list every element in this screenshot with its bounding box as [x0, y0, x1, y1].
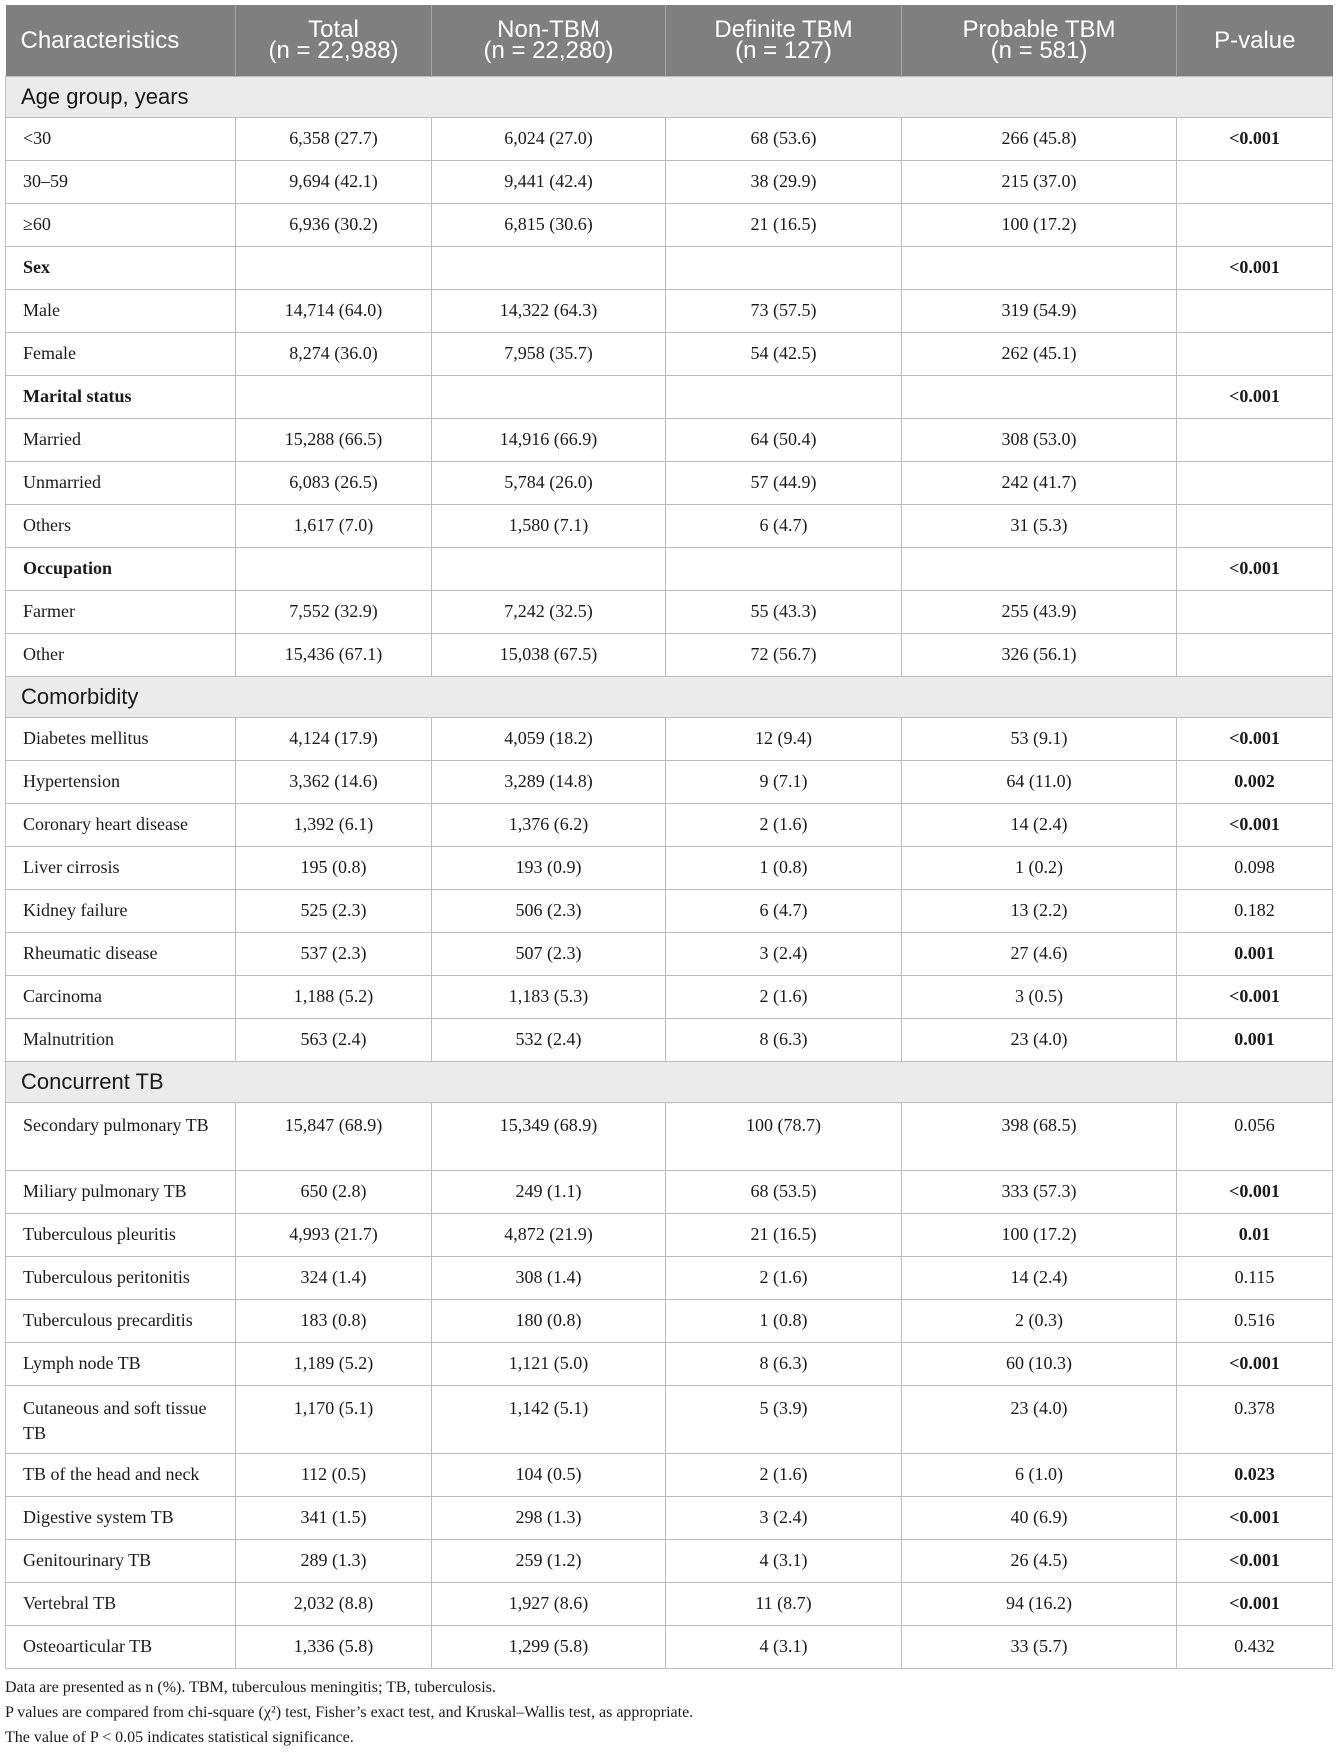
probable-tbm-cell: 319 (54.9)	[902, 289, 1177, 332]
non-tbm-cell: 180 (0.8)	[432, 1299, 666, 1342]
total-cell: 6,358 (27.7)	[236, 117, 432, 160]
definite-tbm-cell: 8 (6.3)	[666, 1018, 902, 1061]
header-probable-tbm	[902, 5, 1177, 76]
non-tbm-cell: 7,958 (35.7)	[432, 332, 666, 375]
p-value-cell: 0.098	[1177, 846, 1333, 889]
definite-tbm-cell: 4 (3.1)	[666, 1539, 902, 1582]
table-row	[6, 332, 1333, 375]
total-cell: 8,274 (36.0)	[236, 332, 432, 375]
probable-tbm-cell: 6 (1.0)	[902, 1453, 1177, 1496]
non-tbm-cell: 14,322 (64.3)	[432, 289, 666, 332]
non-tbm-cell: 15,038 (67.5)	[432, 633, 666, 676]
row-label: Female	[6, 332, 236, 375]
p-value-cell	[1177, 332, 1333, 375]
probable-tbm-cell: 308 (53.0)	[902, 418, 1177, 461]
probable-tbm-cell: 3 (0.5)	[902, 975, 1177, 1018]
p-value-cell: 0.001	[1177, 932, 1333, 975]
p-value-cell: 0.432	[1177, 1625, 1333, 1668]
p-value-cell	[1177, 633, 1333, 676]
total-cell: 112 (0.5)	[236, 1453, 432, 1496]
total-cell	[236, 246, 432, 289]
total-cell: 15,288 (66.5)	[236, 418, 432, 461]
header-definite-tbm-n: (n = 127)	[735, 37, 832, 65]
definite-tbm-cell: 68 (53.5)	[666, 1170, 902, 1213]
table-row	[6, 1299, 1333, 1342]
total-cell	[236, 547, 432, 590]
header-probable-tbm-n: (n = 581)	[990, 37, 1088, 65]
section-row	[6, 676, 1333, 717]
total-cell: 324 (1.4)	[236, 1256, 432, 1299]
probable-tbm-cell: 26 (4.5)	[902, 1539, 1177, 1582]
definite-tbm-cell: 21 (16.5)	[666, 1213, 902, 1256]
non-tbm-cell	[432, 547, 666, 590]
p-value-cell: 0.001	[1177, 1018, 1333, 1061]
table-footnotes	[5, 1675, 1332, 1750]
table-row	[6, 803, 1333, 846]
definite-tbm-cell: 100 (78.7)	[666, 1102, 902, 1170]
non-tbm-cell: 9,441 (42.4)	[432, 160, 666, 203]
table-row	[6, 461, 1333, 504]
header-definite-tbm-label: Definite TBM	[714, 16, 853, 44]
table-row	[6, 160, 1333, 203]
header-total-n: (n = 22,988)	[268, 37, 399, 65]
definite-tbm-cell: 1 (0.8)	[666, 846, 902, 889]
table-row	[6, 1170, 1333, 1213]
non-tbm-cell	[432, 375, 666, 418]
total-cell: 4,993 (21.7)	[236, 1213, 432, 1256]
probable-tbm-cell: 242 (41.7)	[902, 461, 1177, 504]
probable-tbm-cell: 94 (16.2)	[902, 1582, 1177, 1625]
total-cell: 14,714 (64.0)	[236, 289, 432, 332]
row-label: Vertebral TB	[6, 1582, 236, 1625]
footnote-line: The value of P < 0.05 indicates statistical significance.	[5, 1729, 354, 1746]
total-cell: 1,189 (5.2)	[236, 1342, 432, 1385]
probable-tbm-cell: 100 (17.2)	[902, 203, 1177, 246]
table-row	[6, 1385, 1333, 1453]
p-value-cell: 0.115	[1177, 1256, 1333, 1299]
definite-tbm-cell: 3 (2.4)	[666, 932, 902, 975]
probable-tbm-cell: 333 (57.3)	[902, 1170, 1177, 1213]
p-value-cell: <0.001	[1177, 1582, 1333, 1625]
definite-tbm-cell: 6 (4.7)	[666, 889, 902, 932]
non-tbm-cell: 298 (1.3)	[432, 1496, 666, 1539]
probable-tbm-cell: 23 (4.0)	[902, 1018, 1177, 1061]
header-probable-tbm-label: Probable TBM	[962, 16, 1116, 44]
row-label: Cutaneous and soft tissue TB	[6, 1385, 236, 1453]
row-label: Secondary pulmonary TB	[6, 1102, 236, 1170]
header-total-label: Total	[308, 16, 359, 44]
total-cell: 195 (0.8)	[236, 846, 432, 889]
row-label: Lymph node TB	[6, 1342, 236, 1385]
total-cell: 563 (2.4)	[236, 1018, 432, 1061]
total-cell: 6,936 (30.2)	[236, 203, 432, 246]
definite-tbm-cell: 2 (1.6)	[666, 1453, 902, 1496]
non-tbm-cell: 15,349 (68.9)	[432, 1102, 666, 1170]
definite-tbm-cell: 54 (42.5)	[666, 332, 902, 375]
table-row	[6, 846, 1333, 889]
definite-tbm-cell	[666, 375, 902, 418]
p-value-cell: <0.001	[1177, 1496, 1333, 1539]
p-value-cell: <0.001	[1177, 1539, 1333, 1582]
p-value-cell: <0.001	[1177, 803, 1333, 846]
total-cell: 537 (2.3)	[236, 932, 432, 975]
probable-tbm-cell: 100 (17.2)	[902, 1213, 1177, 1256]
non-tbm-cell: 3,289 (14.8)	[432, 760, 666, 803]
row-label: Sex	[6, 246, 236, 289]
row-label: Osteoarticular TB	[6, 1625, 236, 1668]
row-label: Occupation	[6, 547, 236, 590]
p-value-cell: <0.001	[1177, 1170, 1333, 1213]
table-row	[6, 1582, 1333, 1625]
p-value-cell: 0.056	[1177, 1102, 1333, 1170]
definite-tbm-cell: 3 (2.4)	[666, 1496, 902, 1539]
row-label: Diabetes mellitus	[6, 717, 236, 760]
non-tbm-cell: 249 (1.1)	[432, 1170, 666, 1213]
header-non-tbm	[432, 5, 666, 76]
section-row	[6, 1061, 1333, 1102]
header-p-value: P-value	[1177, 5, 1333, 76]
table-row	[6, 1342, 1333, 1385]
row-label: TB of the head and neck	[6, 1453, 236, 1496]
header-non-tbm-n: (n = 22,280)	[483, 37, 614, 65]
table-row	[6, 117, 1333, 160]
total-cell: 1,336 (5.8)	[236, 1625, 432, 1668]
row-label: Miliary pulmonary TB	[6, 1170, 236, 1213]
p-value-cell: 0.01	[1177, 1213, 1333, 1256]
footnote-line: P values are compared from chi-square (χ²) test, Fisher’s exact test, and Kruskal–Wallis test, as appropriate.	[5, 1704, 694, 1721]
total-cell	[236, 375, 432, 418]
p-value-cell	[1177, 418, 1333, 461]
row-label: Liver cirrosis	[6, 846, 236, 889]
probable-tbm-cell	[902, 375, 1177, 418]
header-definite-tbm	[666, 5, 902, 76]
probable-tbm-cell: 2 (0.3)	[902, 1299, 1177, 1342]
table-row	[6, 1453, 1333, 1496]
table-row	[6, 1102, 1333, 1170]
probable-tbm-cell: 398 (68.5)	[902, 1102, 1177, 1170]
section-label: Age group, years	[6, 76, 1333, 117]
row-label: Hypertension	[6, 760, 236, 803]
non-tbm-cell: 14,916 (66.9)	[432, 418, 666, 461]
definite-tbm-cell: 38 (29.9)	[666, 160, 902, 203]
total-cell: 9,694 (42.1)	[236, 160, 432, 203]
probable-tbm-cell: 14 (2.4)	[902, 1256, 1177, 1299]
non-tbm-cell: 4,872 (21.9)	[432, 1213, 666, 1256]
probable-tbm-cell: 14 (2.4)	[902, 803, 1177, 846]
table-row	[6, 932, 1333, 975]
row-label: Male	[6, 289, 236, 332]
non-tbm-cell: 1,299 (5.8)	[432, 1625, 666, 1668]
row-label: Tuberculous pleuritis	[6, 1213, 236, 1256]
row-label: Rheumatic disease	[6, 932, 236, 975]
definite-tbm-cell: 72 (56.7)	[666, 633, 902, 676]
definite-tbm-cell: 68 (53.6)	[666, 117, 902, 160]
non-tbm-cell: 532 (2.4)	[432, 1018, 666, 1061]
total-cell: 3,362 (14.6)	[236, 760, 432, 803]
probable-tbm-cell: 31 (5.3)	[902, 504, 1177, 547]
p-value-cell	[1177, 289, 1333, 332]
group-row	[6, 246, 1333, 289]
row-label: Married	[6, 418, 236, 461]
non-tbm-cell	[432, 246, 666, 289]
total-cell: 2,032 (8.8)	[236, 1582, 432, 1625]
table-row	[6, 203, 1333, 246]
table-row	[6, 289, 1333, 332]
table-header	[6, 5, 1333, 76]
probable-tbm-cell: 60 (10.3)	[902, 1342, 1177, 1385]
probable-tbm-cell: 1 (0.2)	[902, 846, 1177, 889]
total-cell: 525 (2.3)	[236, 889, 432, 932]
header-total	[236, 5, 432, 76]
total-cell: 289 (1.3)	[236, 1539, 432, 1582]
non-tbm-cell: 1,183 (5.3)	[432, 975, 666, 1018]
footnote-line: Data are presented as n (%). TBM, tuberculous meningitis; TB, tuberculosis.	[5, 1679, 496, 1696]
total-cell: 15,436 (67.1)	[236, 633, 432, 676]
total-cell: 1,188 (5.2)	[236, 975, 432, 1018]
header-characteristics: Characteristics	[6, 5, 236, 76]
probable-tbm-cell	[902, 547, 1177, 590]
row-label: Tuberculous precarditis	[6, 1299, 236, 1342]
total-cell: 341 (1.5)	[236, 1496, 432, 1539]
definite-tbm-cell: 2 (1.6)	[666, 803, 902, 846]
probable-tbm-cell: 40 (6.9)	[902, 1496, 1177, 1539]
table-row	[6, 975, 1333, 1018]
definite-tbm-cell: 2 (1.6)	[666, 975, 902, 1018]
table-body	[6, 76, 1333, 1668]
non-tbm-cell: 4,059 (18.2)	[432, 717, 666, 760]
group-row	[6, 547, 1333, 590]
table-row	[6, 1539, 1333, 1582]
non-tbm-cell: 6,024 (27.0)	[432, 117, 666, 160]
non-tbm-cell: 1,580 (7.1)	[432, 504, 666, 547]
probable-tbm-cell: 53 (9.1)	[902, 717, 1177, 760]
p-value-cell: 0.516	[1177, 1299, 1333, 1342]
probable-tbm-cell: 64 (11.0)	[902, 760, 1177, 803]
non-tbm-cell: 259 (1.2)	[432, 1539, 666, 1582]
definite-tbm-cell: 5 (3.9)	[666, 1385, 902, 1453]
p-value-cell: <0.001	[1177, 547, 1333, 590]
row-label: 30–59	[6, 160, 236, 203]
p-value-cell: 0.002	[1177, 760, 1333, 803]
definite-tbm-cell: 57 (44.9)	[666, 461, 902, 504]
row-label: <30	[6, 117, 236, 160]
non-tbm-cell: 7,242 (32.5)	[432, 590, 666, 633]
p-value-cell: <0.001	[1177, 717, 1333, 760]
total-cell: 183 (0.8)	[236, 1299, 432, 1342]
total-cell: 7,552 (32.9)	[236, 590, 432, 633]
definite-tbm-cell: 73 (57.5)	[666, 289, 902, 332]
definite-tbm-cell: 11 (8.7)	[666, 1582, 902, 1625]
probable-tbm-cell: 255 (43.9)	[902, 590, 1177, 633]
probable-tbm-cell: 326 (56.1)	[902, 633, 1177, 676]
row-label: Genitourinary TB	[6, 1539, 236, 1582]
header-non-tbm-label: Non-TBM	[497, 16, 600, 44]
p-value-cell: 0.182	[1177, 889, 1333, 932]
table-row	[6, 590, 1333, 633]
table-row	[6, 1625, 1333, 1668]
table-row	[6, 889, 1333, 932]
definite-tbm-cell	[666, 246, 902, 289]
non-tbm-cell: 308 (1.4)	[432, 1256, 666, 1299]
p-value-cell	[1177, 203, 1333, 246]
row-label: Others	[6, 504, 236, 547]
non-tbm-cell: 193 (0.9)	[432, 846, 666, 889]
p-value-cell: 0.378	[1177, 1385, 1333, 1453]
row-label: Carcinoma	[6, 975, 236, 1018]
total-cell: 15,847 (68.9)	[236, 1102, 432, 1170]
total-cell: 1,170 (5.1)	[236, 1385, 432, 1453]
probable-tbm-cell: 23 (4.0)	[902, 1385, 1177, 1453]
table-row	[6, 1256, 1333, 1299]
table-row	[6, 1213, 1333, 1256]
row-label: Unmarried	[6, 461, 236, 504]
p-value-cell: <0.001	[1177, 246, 1333, 289]
definite-tbm-cell: 1 (0.8)	[666, 1299, 902, 1342]
table-row	[6, 717, 1333, 760]
p-value-cell: <0.001	[1177, 975, 1333, 1018]
p-value-cell: <0.001	[1177, 375, 1333, 418]
definite-tbm-cell	[666, 547, 902, 590]
probable-tbm-cell: 33 (5.7)	[902, 1625, 1177, 1668]
p-value-cell: <0.001	[1177, 117, 1333, 160]
definite-tbm-cell: 9 (7.1)	[666, 760, 902, 803]
non-tbm-cell: 6,815 (30.6)	[432, 203, 666, 246]
table-row	[6, 418, 1333, 461]
row-label: Other	[6, 633, 236, 676]
p-value-cell: <0.001	[1177, 1342, 1333, 1385]
table-row	[6, 760, 1333, 803]
probable-tbm-cell: 27 (4.6)	[902, 932, 1177, 975]
probable-tbm-cell: 266 (45.8)	[902, 117, 1177, 160]
row-label: Coronary heart disease	[6, 803, 236, 846]
characteristics-table	[5, 5, 1333, 1669]
header-row	[6, 5, 1333, 76]
total-cell: 6,083 (26.5)	[236, 461, 432, 504]
p-value-cell: 0.023	[1177, 1453, 1333, 1496]
total-cell: 1,617 (7.0)	[236, 504, 432, 547]
non-tbm-cell: 506 (2.3)	[432, 889, 666, 932]
total-cell: 1,392 (6.1)	[236, 803, 432, 846]
definite-tbm-cell: 64 (50.4)	[666, 418, 902, 461]
total-cell: 650 (2.8)	[236, 1170, 432, 1213]
table-row	[6, 1018, 1333, 1061]
non-tbm-cell: 507 (2.3)	[432, 932, 666, 975]
non-tbm-cell: 5,784 (26.0)	[432, 461, 666, 504]
definite-tbm-cell: 4 (3.1)	[666, 1625, 902, 1668]
probable-tbm-cell: 262 (45.1)	[902, 332, 1177, 375]
definite-tbm-cell: 2 (1.6)	[666, 1256, 902, 1299]
group-row	[6, 375, 1333, 418]
row-label: Tuberculous peritonitis	[6, 1256, 236, 1299]
p-value-cell	[1177, 504, 1333, 547]
row-label: Marital status	[6, 375, 236, 418]
p-value-cell	[1177, 461, 1333, 504]
non-tbm-cell: 1,121 (5.0)	[432, 1342, 666, 1385]
row-label: ≥60	[6, 203, 236, 246]
table-row	[6, 504, 1333, 547]
row-label: Digestive system TB	[6, 1496, 236, 1539]
probable-tbm-cell	[902, 246, 1177, 289]
non-tbm-cell: 1,376 (6.2)	[432, 803, 666, 846]
probable-tbm-cell: 13 (2.2)	[902, 889, 1177, 932]
table-row	[6, 633, 1333, 676]
definite-tbm-cell: 6 (4.7)	[666, 504, 902, 547]
non-tbm-cell: 1,142 (5.1)	[432, 1385, 666, 1453]
row-label: Kidney failure	[6, 889, 236, 932]
row-label: Farmer	[6, 590, 236, 633]
definite-tbm-cell: 12 (9.4)	[666, 717, 902, 760]
probable-tbm-cell: 215 (37.0)	[902, 160, 1177, 203]
p-value-cell	[1177, 590, 1333, 633]
total-cell: 4,124 (17.9)	[236, 717, 432, 760]
table-row	[6, 1496, 1333, 1539]
definite-tbm-cell: 21 (16.5)	[666, 203, 902, 246]
p-value-cell	[1177, 160, 1333, 203]
definite-tbm-cell: 8 (6.3)	[666, 1342, 902, 1385]
non-tbm-cell: 1,927 (8.6)	[432, 1582, 666, 1625]
definite-tbm-cell: 55 (43.3)	[666, 590, 902, 633]
section-row	[6, 76, 1333, 117]
row-label: Malnutrition	[6, 1018, 236, 1061]
non-tbm-cell: 104 (0.5)	[432, 1453, 666, 1496]
section-label: Comorbidity	[6, 676, 1333, 717]
section-label: Concurrent TB	[6, 1061, 1333, 1102]
